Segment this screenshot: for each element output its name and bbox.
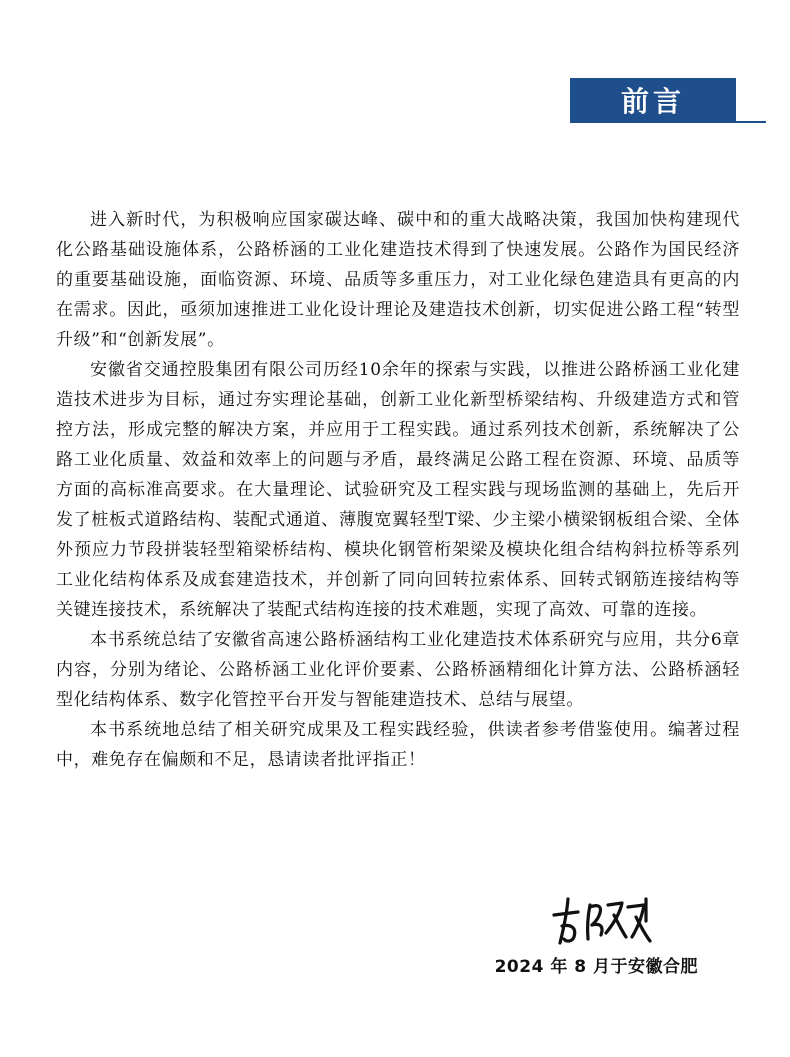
page-title: 前言 xyxy=(620,85,685,118)
preface-body xyxy=(56,205,740,775)
paragraph-2: 安徽省交通控股集团有限公司历经10余年的探索与实践，以推进公路桥涵工业化建造技术进步为目标，通过夯实理论基础，创新工业化新型桥梁结构、升级建造方式和管控方法，形成完整的解决方案，并应用于工程实践。通过系列技术创新，系统解决了公路工业化质量、效益和效率上的问题与矛盾，最终满足公路工程在资源、环境、品质等方面的高标准高要求。在大量理论、试验研究及工程实践与现场监测的基础上，先后开发了桩板式道路结构、装配式通道、薄腹宽翼轻型T梁、少主梁小横梁钢板组合梁、全体外预应力节段拼装轻型箱梁桥结构、模块化钢管桁架梁及模块化组合结构斜拉桥等系列工业化结构体系及成套建造技术，并创新了同向回转拉索体系、回转式钢筋连接结构等关键连接技术，系统解决了装配式结构连接的技术难题，实现了高效、可靠的连接。 xyxy=(56,360,740,620)
paragraph-3: 本书系统总结了安徽省高速公路桥涵结构工业化建造技术体系研究与应用，共分6章内容，分别为绪论、公路桥涵工业化评价要素、公路桥涵精细化计算方法、公路桥涵轻型化结构体系、数字化管控平台开发与智能建造技术、总结与展望。 xyxy=(56,630,740,710)
date-location: 2024 年 8 月于安徽合肥 xyxy=(494,957,698,977)
paragraph-1: 进入新时代，为积极响应国家碳达峰、碳中和的重大战略决策，我国加快构建现代化公路基础设施体系，公路桥涵的工业化建造技术得到了快速发展。公路作为国民经济的重要基础设施，面临资源、环境、品质等多重压力，对工业化绿色建造具有更高的内在需求。因此，亟须加速推进工业化设计理论及建造技术创新，切实促进公路工程“转型升级”和“创新发展”。 xyxy=(56,210,740,350)
paragraph-4: 本书系统地总结了相关研究成果及工程实践经验，供读者参考借鉴使用。编著过程中，难免存在偏颇和不足，恳请读者批评指正！ xyxy=(56,720,740,770)
signature-icon xyxy=(548,893,664,947)
section-header xyxy=(570,78,736,122)
